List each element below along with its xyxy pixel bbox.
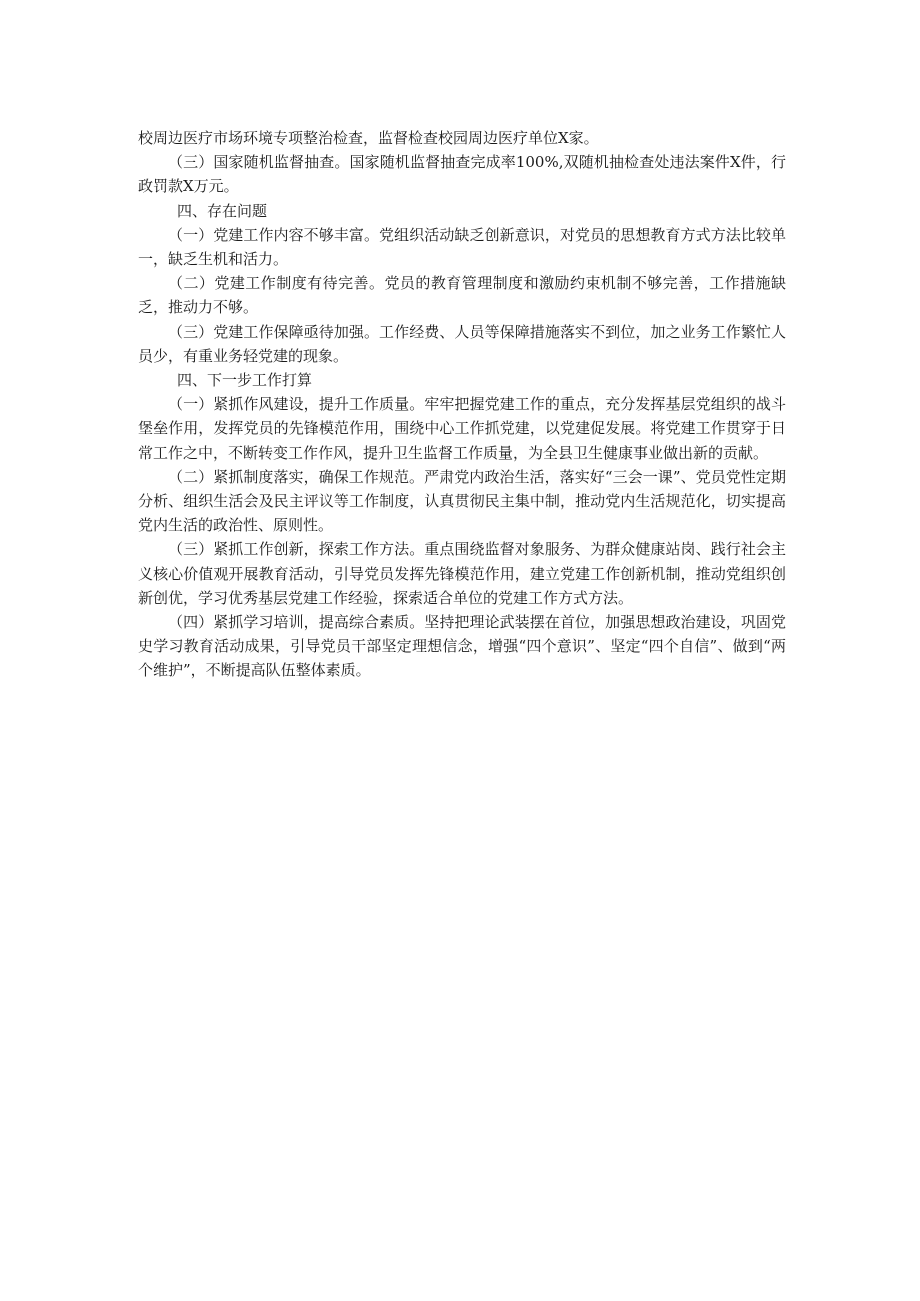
problem-item-3: （三）党建工作保障亟待加强。工作经费、人员等保障措施落实不到位，加之业务工作繁忙人员少，有重业务轻党建的现象。 <box>138 322 786 365</box>
plan-item-2: （二）紧抓制度落实，确保工作规范。严肃党内政治生活，落实好“三会一课”、党员党性定期分析、组织生活会及民主评议等工作制度，认真贯彻民主集中制，推动党内生活规范化，切实提高党内生活的政治性、原则性。 <box>138 467 786 535</box>
problem-item-2: （二）党建工作制度有待完善。党员的教育管理制度和激励约束机制不够完善，工作措施缺乏，推动力不够。 <box>138 274 786 317</box>
plan-item-4: （四）紧抓学习培训，提高综合素质。坚持把理论武装摆在首位，加强思想政治建设，巩固党史学习教育活动成果，引导党员干部坚定理想信念，增强“四个意识”、坚定“四个自信”、做到“两个维护”，不断提高队伍整体素质。 <box>138 613 786 680</box>
section-heading-plans: 四、下一步工作打算 <box>177 371 313 390</box>
plan-item-3: （三）紧抓工作创新，探索工作方法。重点围绕监督对象服务、为群众健康站岗、践行社会主义核心价值观开展教育活动，引导党员发挥先锋模范作用，建立党建工作创新机制，推动党组织创新创优，学习优秀基层党建工作经验，探索适合单位的党建工作方式方法。 <box>138 540 786 607</box>
plan-item-1: （一）紧抓作风建设，提升工作质量。牢牢把握党建工作的重点，充分发挥基层党组织的战斗堡垒作用，发挥党员的先锋模范作用，围绕中心工作抓党建，以党建促发展。将党建工作贯穿于日常工作之中，不断转变工作作风，提升卫生监督工作质量，为全县卫生健康事业做出新的贡献。 <box>138 395 786 462</box>
paragraph-random-check: （三）国家随机监督抽查。国家随机监督抽查完成率100%,双随机抽检查处违法案件X件，行政罚款X万元。 <box>138 153 786 196</box>
paragraph-continuation: 校周边医疗市场环境专项整治检查，监督检查校园周边医疗单位X家。 <box>138 129 599 147</box>
problem-item-1: （一）党建工作内容不够丰富。党组织活动缺乏创新意识，对党员的思想教育方式方法比较单一，缺乏生机和活力。 <box>138 225 786 269</box>
section-heading-problems: 四、存在问题 <box>177 201 268 220</box>
document-page <box>138 126 786 683</box>
